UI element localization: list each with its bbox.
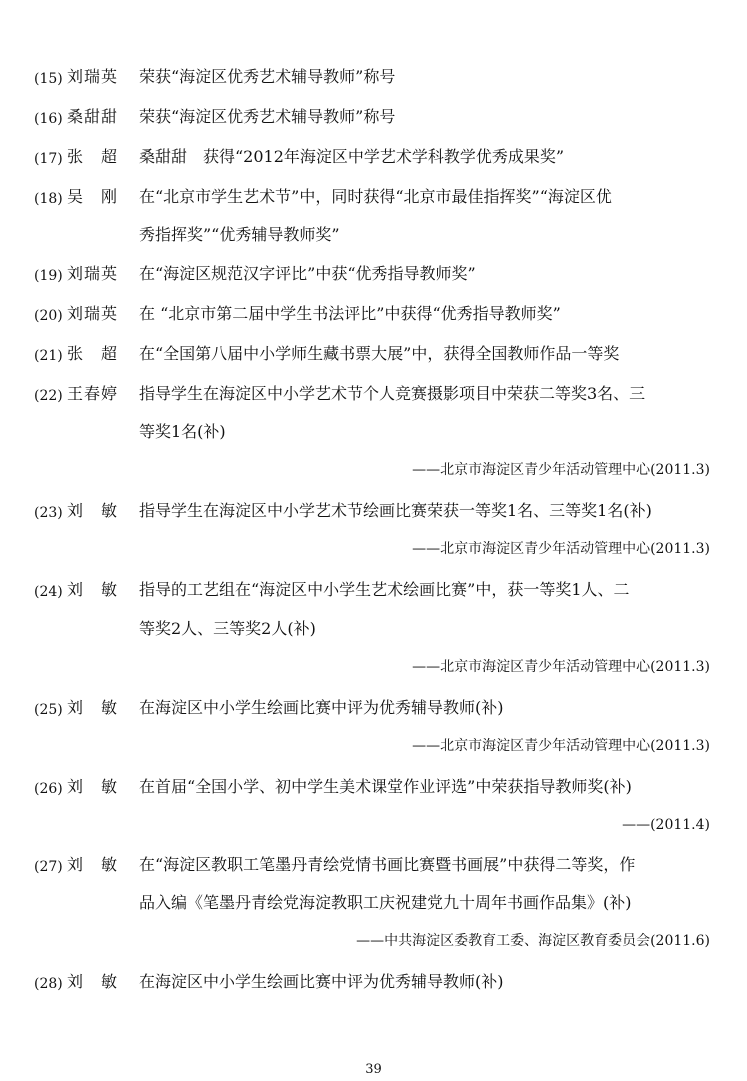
award-description: 在“海淀区教职工笔墨丹青绘党情书画比赛暨书画展”中获得二等奖，作	[139, 855, 636, 874]
issuing-organization: ——北京市海淀区青少年活动管理中心(2011.3)	[412, 738, 710, 754]
award-description-continued: 秀指挥奖”“优秀辅导教师奖”	[139, 225, 340, 244]
award-description: 荣获“海淀区优秀艺术辅导教师”称号	[139, 107, 396, 126]
teacher-name: 王春婷	[67, 384, 119, 403]
issuing-organization: ——(2011.4)	[622, 817, 710, 833]
teacher-name: 刘 敏	[67, 777, 119, 796]
award-description: 指导学生在海淀区中小学艺术节绘画比赛荣获一等奖1名、三等奖1名(补)	[139, 501, 652, 520]
award-description: 在首届“全国小学、初中学生美术课堂作业评选”中荣获指导教师奖(补)	[139, 777, 632, 796]
award-description: 在“北京市学生艺术节”中，同时获得“北京市最佳指挥奖”“海淀区优	[139, 187, 612, 206]
teacher-name: 刘 敏	[67, 698, 119, 717]
award-description: 在 “北京市第二届中学生书法评比”中获得“优秀指导教师奖”	[139, 304, 561, 323]
issuing-organization: ——中共海淀区委教育工委、海淀区教育委员会(2011.6)	[356, 933, 710, 949]
entry-number: (17)	[34, 151, 63, 167]
entry-number: (23)	[34, 505, 63, 521]
teacher-name: 刘瑞英	[67, 67, 119, 86]
issuing-organization: ——北京市海淀区青少年活动管理中心(2011.3)	[412, 541, 710, 557]
teacher-name: 刘 敏	[67, 580, 119, 599]
award-description: 在海淀区中小学生绘画比赛中评为优秀辅导教师(补)	[139, 698, 504, 717]
award-description: 在“全国第八届中小学师生藏书票大展”中，获得全国教师作品一等奖	[139, 344, 620, 363]
entry-number: (24)	[34, 584, 63, 600]
entry-number: (18)	[34, 191, 63, 207]
award-description: 在海淀区中小学生绘画比赛中评为优秀辅导教师(补)	[139, 972, 504, 991]
entry-number: (21)	[34, 348, 63, 364]
page-number: 39	[365, 1062, 382, 1077]
entry-number: (27)	[34, 859, 63, 875]
award-description-continued: 品入编《笔墨丹青绘党海淀教职工庆祝建党九十周年书画作品集》(补)	[139, 893, 632, 912]
entry-number: (15)	[34, 71, 63, 87]
teacher-name: 刘 敏	[67, 501, 119, 520]
award-description-continued: 等奖1名(补)	[139, 422, 226, 441]
entry-number: (25)	[34, 702, 63, 718]
award-description-continued: 等奖2人、三等奖2人(补)	[139, 619, 316, 638]
teacher-name: 刘瑞英	[67, 264, 119, 283]
entry-number: (19)	[34, 268, 63, 284]
entry-number: (28)	[34, 976, 63, 992]
issuing-organization: ——北京市海淀区青少年活动管理中心(2011.3)	[412, 462, 710, 478]
award-description: 在“海淀区规范汉字评比”中获“优秀指导教师奖”	[139, 264, 476, 283]
entry-number: (26)	[34, 781, 63, 797]
teacher-name: 张 超	[67, 147, 119, 166]
teacher-name: 张 超	[67, 344, 119, 363]
entry-number: (20)	[34, 308, 63, 324]
teacher-name: 刘 敏	[67, 855, 119, 874]
award-description: 指导学生在海淀区中小学艺术节个人竞赛摄影项目中荣获二等奖3名、三	[139, 384, 646, 403]
award-description: 指导的工艺组在“海淀区中小学生艺术绘画比赛”中，获一等奖1人、二	[139, 580, 630, 599]
entry-number: (22)	[34, 388, 63, 404]
teacher-name: 刘 敏	[67, 972, 119, 991]
teacher-name: 吴 刚	[67, 187, 119, 206]
issuing-organization: ——北京市海淀区青少年活动管理中心(2011.3)	[412, 659, 710, 675]
award-description: 荣获“海淀区优秀艺术辅导教师”称号	[139, 67, 396, 86]
teacher-name: 桑甜甜	[67, 107, 119, 126]
teacher-name: 刘瑞英	[67, 304, 119, 323]
award-description: 桑甜甜 获得“2012年海淀区中学艺术学科教学优秀成果奖”	[139, 147, 565, 166]
entry-number: (16)	[34, 111, 63, 127]
